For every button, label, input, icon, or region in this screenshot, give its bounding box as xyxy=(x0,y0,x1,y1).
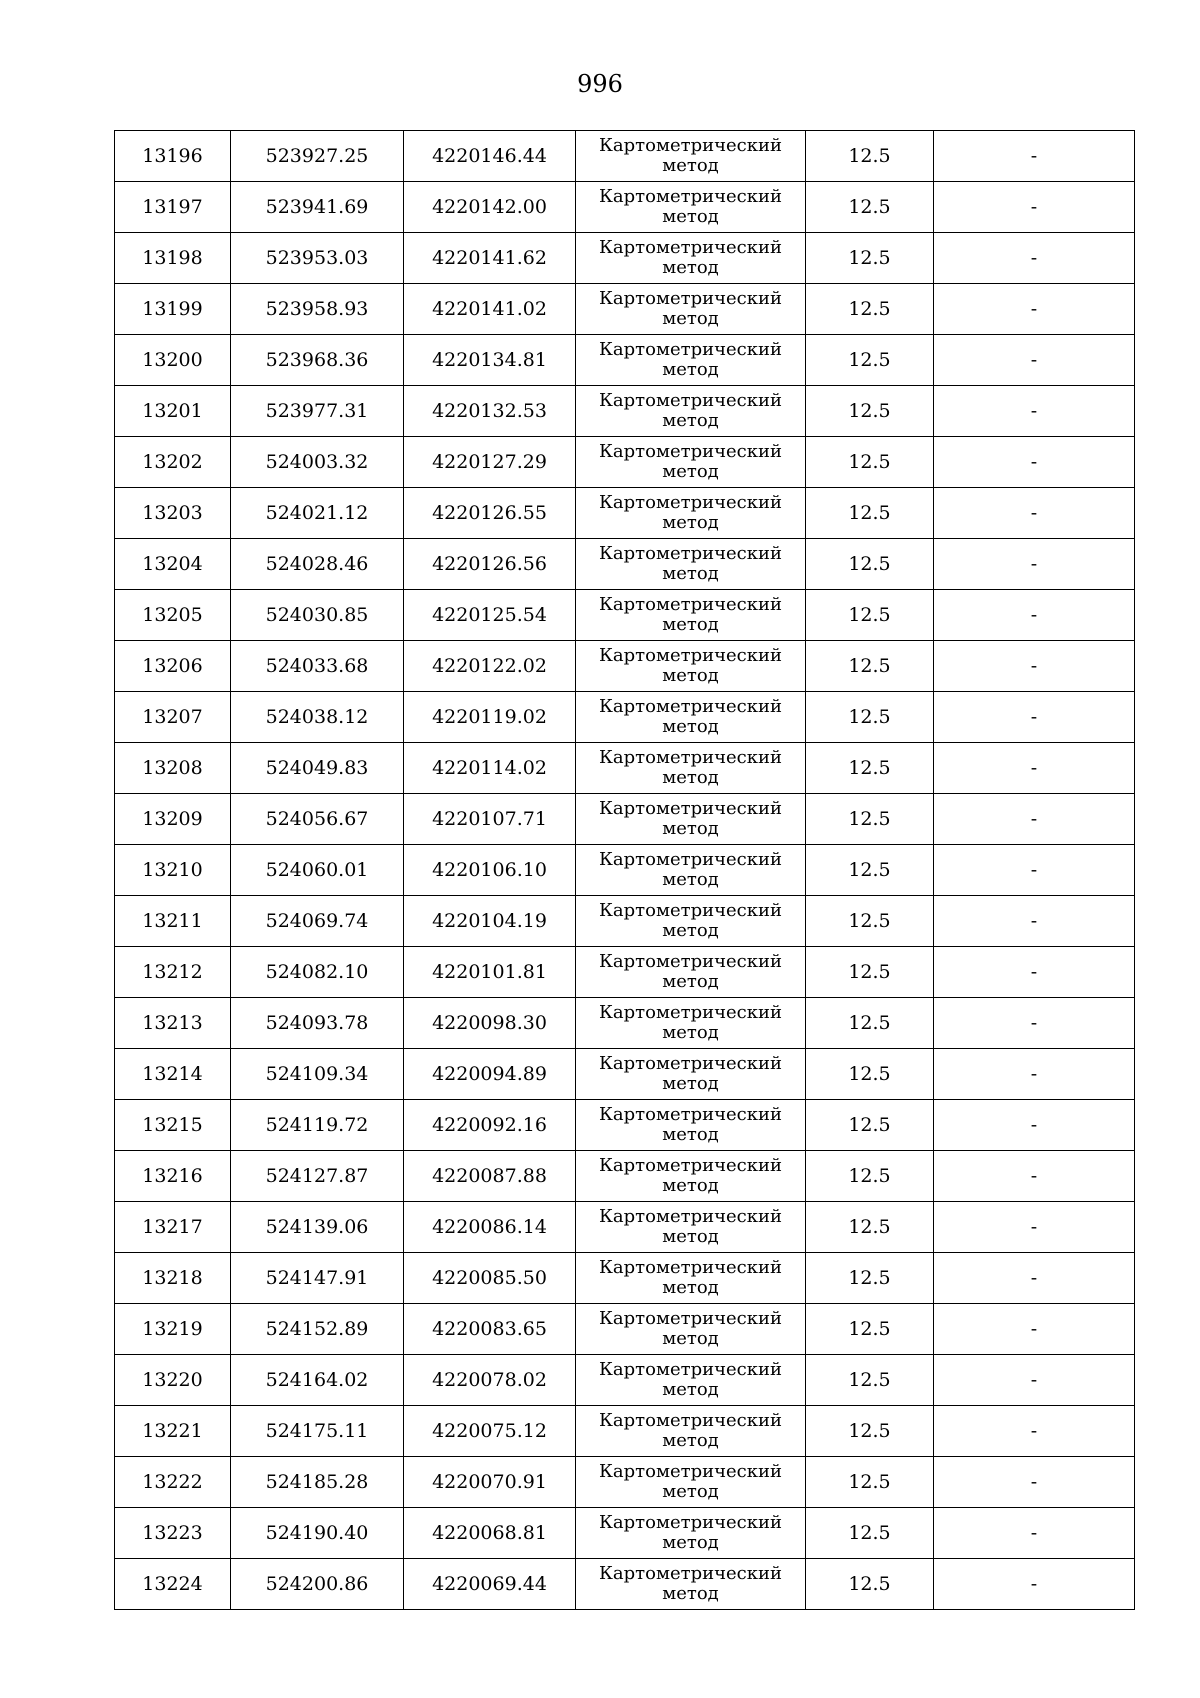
note-cell: - xyxy=(934,947,1135,998)
table-row xyxy=(115,335,1135,386)
table-row xyxy=(115,1457,1135,1508)
method-cell xyxy=(576,794,806,845)
x-coordinate-cell: 523927.25 xyxy=(231,131,404,182)
method-line-2: метод xyxy=(662,1226,719,1247)
method-line-1: Картометрический xyxy=(599,390,782,411)
x-coordinate-cell: 524164.02 xyxy=(231,1355,404,1406)
point-id-cell: 13220 xyxy=(115,1355,231,1406)
y-coordinate-cell: 4220122.02 xyxy=(404,641,576,692)
table-row xyxy=(115,743,1135,794)
note-cell: - xyxy=(934,1508,1135,1559)
method-cell xyxy=(576,1253,806,1304)
method-line-2: метод xyxy=(662,971,719,992)
x-coordinate-cell: 524185.28 xyxy=(231,1457,404,1508)
y-coordinate-cell: 4220141.02 xyxy=(404,284,576,335)
accuracy-cell: 12.5 xyxy=(806,131,934,182)
point-id-cell: 13203 xyxy=(115,488,231,539)
point-id-cell: 13202 xyxy=(115,437,231,488)
point-id-cell: 13222 xyxy=(115,1457,231,1508)
accuracy-cell: 12.5 xyxy=(806,794,934,845)
x-coordinate-cell: 524021.12 xyxy=(231,488,404,539)
note-cell: - xyxy=(934,1457,1135,1508)
y-coordinate-cell: 4220134.81 xyxy=(404,335,576,386)
x-coordinate-cell: 524003.32 xyxy=(231,437,404,488)
y-coordinate-cell: 4220146.44 xyxy=(404,131,576,182)
method-cell xyxy=(576,488,806,539)
point-id-cell: 13210 xyxy=(115,845,231,896)
table-row xyxy=(115,1100,1135,1151)
note-cell: - xyxy=(934,386,1135,437)
accuracy-cell: 12.5 xyxy=(806,1406,934,1457)
table-row xyxy=(115,386,1135,437)
method-line-1: Картометрический xyxy=(599,1461,782,1482)
accuracy-cell: 12.5 xyxy=(806,1100,934,1151)
x-coordinate-cell: 524139.06 xyxy=(231,1202,404,1253)
accuracy-cell: 12.5 xyxy=(806,1355,934,1406)
point-id-cell: 13204 xyxy=(115,539,231,590)
table-row xyxy=(115,794,1135,845)
note-cell: - xyxy=(934,488,1135,539)
method-cell xyxy=(576,1202,806,1253)
point-id-cell: 13224 xyxy=(115,1559,231,1610)
method-cell xyxy=(576,437,806,488)
point-id-cell: 13214 xyxy=(115,1049,231,1100)
y-coordinate-cell: 4220092.16 xyxy=(404,1100,576,1151)
note-cell: - xyxy=(934,131,1135,182)
table-row xyxy=(115,131,1135,182)
y-coordinate-cell: 4220069.44 xyxy=(404,1559,576,1610)
point-id-cell: 13211 xyxy=(115,896,231,947)
method-line-2: метод xyxy=(662,665,719,686)
accuracy-cell: 12.5 xyxy=(806,1508,934,1559)
point-id-cell: 13223 xyxy=(115,1508,231,1559)
table-row xyxy=(115,1304,1135,1355)
y-coordinate-cell: 4220141.62 xyxy=(404,233,576,284)
method-line-1: Картометрический xyxy=(599,441,782,462)
method-line-1: Картометрический xyxy=(599,1512,782,1533)
point-id-cell: 13196 xyxy=(115,131,231,182)
y-coordinate-cell: 4220087.88 xyxy=(404,1151,576,1202)
y-coordinate-cell: 4220132.53 xyxy=(404,386,576,437)
point-id-cell: 13216 xyxy=(115,1151,231,1202)
accuracy-cell: 12.5 xyxy=(806,1202,934,1253)
table-row xyxy=(115,1202,1135,1253)
method-line-1: Картометрический xyxy=(599,186,782,207)
point-id-cell: 13200 xyxy=(115,335,231,386)
table-row xyxy=(115,437,1135,488)
method-cell xyxy=(576,590,806,641)
method-line-2: метод xyxy=(662,920,719,941)
method-cell xyxy=(576,386,806,437)
method-line-2: метод xyxy=(662,410,719,431)
table-row xyxy=(115,590,1135,641)
note-cell: - xyxy=(934,998,1135,1049)
accuracy-cell: 12.5 xyxy=(806,998,934,1049)
method-line-1: Картометрический xyxy=(599,900,782,921)
point-id-cell: 13213 xyxy=(115,998,231,1049)
point-id-cell: 13215 xyxy=(115,1100,231,1151)
x-coordinate-cell: 524082.10 xyxy=(231,947,404,998)
method-cell xyxy=(576,1304,806,1355)
method-line-2: метод xyxy=(662,155,719,176)
method-line-1: Картометрический xyxy=(599,1257,782,1278)
table-row xyxy=(115,845,1135,896)
method-line-2: метод xyxy=(662,512,719,533)
y-coordinate-cell: 4220114.02 xyxy=(404,743,576,794)
point-id-cell: 13201 xyxy=(115,386,231,437)
method-line-2: метод xyxy=(662,1583,719,1604)
method-cell xyxy=(576,335,806,386)
method-cell xyxy=(576,539,806,590)
accuracy-cell: 12.5 xyxy=(806,182,934,233)
method-line-1: Картометрический xyxy=(599,1359,782,1380)
method-cell xyxy=(576,998,806,1049)
coordinates-table xyxy=(114,130,1135,1610)
method-line-2: метод xyxy=(662,563,719,584)
method-line-2: метод xyxy=(662,1328,719,1349)
table-row xyxy=(115,539,1135,590)
table-row xyxy=(115,284,1135,335)
method-line-1: Картометрический xyxy=(599,237,782,258)
method-line-2: метод xyxy=(662,1073,719,1094)
note-cell: - xyxy=(934,1253,1135,1304)
note-cell: - xyxy=(934,590,1135,641)
note-cell: - xyxy=(934,692,1135,743)
point-id-cell: 13221 xyxy=(115,1406,231,1457)
method-cell xyxy=(576,896,806,947)
method-cell xyxy=(576,284,806,335)
y-coordinate-cell: 4220085.50 xyxy=(404,1253,576,1304)
note-cell: - xyxy=(934,1202,1135,1253)
method-line-2: метод xyxy=(662,869,719,890)
x-coordinate-cell: 524152.89 xyxy=(231,1304,404,1355)
table-row xyxy=(115,641,1135,692)
method-line-1: Картометрический xyxy=(599,1206,782,1227)
method-line-2: метод xyxy=(662,257,719,278)
accuracy-cell: 12.5 xyxy=(806,1304,934,1355)
page-number: 996 xyxy=(577,70,623,98)
x-coordinate-cell: 524060.01 xyxy=(231,845,404,896)
x-coordinate-cell: 524109.34 xyxy=(231,1049,404,1100)
method-line-1: Картометрический xyxy=(599,951,782,972)
method-cell xyxy=(576,1457,806,1508)
note-cell: - xyxy=(934,182,1135,233)
x-coordinate-cell: 524069.74 xyxy=(231,896,404,947)
method-line-1: Картометрический xyxy=(599,1563,782,1584)
y-coordinate-cell: 4220125.54 xyxy=(404,590,576,641)
note-cell: - xyxy=(934,1406,1135,1457)
method-cell xyxy=(576,1049,806,1100)
x-coordinate-cell: 523977.31 xyxy=(231,386,404,437)
method-line-2: метод xyxy=(662,614,719,635)
accuracy-cell: 12.5 xyxy=(806,1253,934,1304)
table-row xyxy=(115,1049,1135,1100)
method-line-2: метод xyxy=(662,1124,719,1145)
y-coordinate-cell: 4220142.00 xyxy=(404,182,576,233)
method-cell xyxy=(576,233,806,284)
method-line-2: метод xyxy=(662,308,719,329)
method-line-2: метод xyxy=(662,818,719,839)
accuracy-cell: 12.5 xyxy=(806,1151,934,1202)
method-line-1: Картометрический xyxy=(599,1155,782,1176)
method-line-1: Картометрический xyxy=(599,288,782,309)
method-line-1: Картометрический xyxy=(599,543,782,564)
table-row xyxy=(115,1151,1135,1202)
note-cell: - xyxy=(934,1559,1135,1610)
accuracy-cell: 12.5 xyxy=(806,590,934,641)
y-coordinate-cell: 4220086.14 xyxy=(404,1202,576,1253)
method-cell xyxy=(576,692,806,743)
method-line-1: Картометрический xyxy=(599,135,782,156)
accuracy-cell: 12.5 xyxy=(806,743,934,794)
point-id-cell: 13217 xyxy=(115,1202,231,1253)
method-line-2: метод xyxy=(662,1379,719,1400)
table-row xyxy=(115,1253,1135,1304)
y-coordinate-cell: 4220078.02 xyxy=(404,1355,576,1406)
x-coordinate-cell: 524049.83 xyxy=(231,743,404,794)
table-row xyxy=(115,1355,1135,1406)
method-line-1: Картометрический xyxy=(599,1308,782,1329)
method-cell xyxy=(576,1100,806,1151)
method-cell xyxy=(576,1151,806,1202)
method-cell xyxy=(576,131,806,182)
method-cell xyxy=(576,1559,806,1610)
y-coordinate-cell: 4220104.19 xyxy=(404,896,576,947)
method-line-2: метод xyxy=(662,1022,719,1043)
note-cell: - xyxy=(934,1100,1135,1151)
method-line-2: метод xyxy=(662,206,719,227)
note-cell: - xyxy=(934,539,1135,590)
method-cell xyxy=(576,743,806,794)
table-row xyxy=(115,1406,1135,1457)
method-line-2: метод xyxy=(662,461,719,482)
method-cell xyxy=(576,1406,806,1457)
note-cell: - xyxy=(934,1355,1135,1406)
table-row xyxy=(115,182,1135,233)
accuracy-cell: 12.5 xyxy=(806,1049,934,1100)
note-cell: - xyxy=(934,1049,1135,1100)
accuracy-cell: 12.5 xyxy=(806,437,934,488)
x-coordinate-cell: 524127.87 xyxy=(231,1151,404,1202)
accuracy-cell: 12.5 xyxy=(806,233,934,284)
x-coordinate-cell: 524200.86 xyxy=(231,1559,404,1610)
y-coordinate-cell: 4220068.81 xyxy=(404,1508,576,1559)
y-coordinate-cell: 4220126.56 xyxy=(404,539,576,590)
table-row xyxy=(115,1559,1135,1610)
point-id-cell: 13218 xyxy=(115,1253,231,1304)
note-cell: - xyxy=(934,743,1135,794)
y-coordinate-cell: 4220070.91 xyxy=(404,1457,576,1508)
x-coordinate-cell: 524033.68 xyxy=(231,641,404,692)
coordinates-table-body xyxy=(115,131,1135,1610)
point-id-cell: 13207 xyxy=(115,692,231,743)
note-cell: - xyxy=(934,335,1135,386)
note-cell: - xyxy=(934,794,1135,845)
method-cell xyxy=(576,947,806,998)
method-cell xyxy=(576,641,806,692)
method-line-1: Картометрический xyxy=(599,747,782,768)
method-line-1: Картометрический xyxy=(599,492,782,513)
x-coordinate-cell: 523941.69 xyxy=(231,182,404,233)
x-coordinate-cell: 524175.11 xyxy=(231,1406,404,1457)
x-coordinate-cell: 524056.67 xyxy=(231,794,404,845)
point-id-cell: 13197 xyxy=(115,182,231,233)
table-row xyxy=(115,488,1135,539)
method-line-2: метод xyxy=(662,1430,719,1451)
x-coordinate-cell: 523968.36 xyxy=(231,335,404,386)
accuracy-cell: 12.5 xyxy=(806,641,934,692)
x-coordinate-cell: 524038.12 xyxy=(231,692,404,743)
method-line-1: Картометрический xyxy=(599,696,782,717)
method-line-2: метод xyxy=(662,716,719,737)
method-line-1: Картометрический xyxy=(599,594,782,615)
y-coordinate-cell: 4220098.30 xyxy=(404,998,576,1049)
y-coordinate-cell: 4220083.65 xyxy=(404,1304,576,1355)
note-cell: - xyxy=(934,437,1135,488)
accuracy-cell: 12.5 xyxy=(806,284,934,335)
x-coordinate-cell: 523958.93 xyxy=(231,284,404,335)
accuracy-cell: 12.5 xyxy=(806,947,934,998)
y-coordinate-cell: 4220094.89 xyxy=(404,1049,576,1100)
method-line-2: метод xyxy=(662,1175,719,1196)
accuracy-cell: 12.5 xyxy=(806,692,934,743)
note-cell: - xyxy=(934,1304,1135,1355)
method-line-2: метод xyxy=(662,767,719,788)
table-row xyxy=(115,692,1135,743)
table-row xyxy=(115,896,1135,947)
x-coordinate-cell: 524190.40 xyxy=(231,1508,404,1559)
method-line-2: метод xyxy=(662,359,719,380)
method-cell xyxy=(576,182,806,233)
point-id-cell: 13219 xyxy=(115,1304,231,1355)
y-coordinate-cell: 4220127.29 xyxy=(404,437,576,488)
table-row xyxy=(115,998,1135,1049)
x-coordinate-cell: 524028.46 xyxy=(231,539,404,590)
y-coordinate-cell: 4220119.02 xyxy=(404,692,576,743)
x-coordinate-cell: 523953.03 xyxy=(231,233,404,284)
point-id-cell: 13208 xyxy=(115,743,231,794)
y-coordinate-cell: 4220126.55 xyxy=(404,488,576,539)
x-coordinate-cell: 524093.78 xyxy=(231,998,404,1049)
y-coordinate-cell: 4220101.81 xyxy=(404,947,576,998)
method-line-1: Картометрический xyxy=(599,798,782,819)
method-line-2: метод xyxy=(662,1277,719,1298)
y-coordinate-cell: 4220107.71 xyxy=(404,794,576,845)
note-cell: - xyxy=(934,896,1135,947)
x-coordinate-cell: 524147.91 xyxy=(231,1253,404,1304)
method-line-1: Картометрический xyxy=(599,645,782,666)
accuracy-cell: 12.5 xyxy=(806,845,934,896)
method-line-1: Картометрический xyxy=(599,1410,782,1431)
y-coordinate-cell: 4220075.12 xyxy=(404,1406,576,1457)
note-cell: - xyxy=(934,233,1135,284)
point-id-cell: 13199 xyxy=(115,284,231,335)
accuracy-cell: 12.5 xyxy=(806,335,934,386)
note-cell: - xyxy=(934,1151,1135,1202)
method-cell xyxy=(576,845,806,896)
method-line-1: Картометрический xyxy=(599,1002,782,1023)
table-row xyxy=(115,233,1135,284)
note-cell: - xyxy=(934,284,1135,335)
point-id-cell: 13198 xyxy=(115,233,231,284)
method-cell xyxy=(576,1508,806,1559)
accuracy-cell: 12.5 xyxy=(806,896,934,947)
table-row xyxy=(115,1508,1135,1559)
accuracy-cell: 12.5 xyxy=(806,488,934,539)
y-coordinate-cell: 4220106.10 xyxy=(404,845,576,896)
note-cell: - xyxy=(934,845,1135,896)
accuracy-cell: 12.5 xyxy=(806,539,934,590)
point-id-cell: 13205 xyxy=(115,590,231,641)
accuracy-cell: 12.5 xyxy=(806,1559,934,1610)
x-coordinate-cell: 524030.85 xyxy=(231,590,404,641)
x-coordinate-cell: 524119.72 xyxy=(231,1100,404,1151)
method-line-1: Картометрический xyxy=(599,1053,782,1074)
accuracy-cell: 12.5 xyxy=(806,1457,934,1508)
note-cell: - xyxy=(934,641,1135,692)
accuracy-cell: 12.5 xyxy=(806,386,934,437)
method-line-1: Картометрический xyxy=(599,1104,782,1125)
method-line-2: метод xyxy=(662,1481,719,1502)
method-cell xyxy=(576,1355,806,1406)
point-id-cell: 13209 xyxy=(115,794,231,845)
table-row xyxy=(115,947,1135,998)
method-line-2: метод xyxy=(662,1532,719,1553)
method-line-1: Картометрический xyxy=(599,849,782,870)
method-line-1: Картометрический xyxy=(599,339,782,360)
point-id-cell: 13212 xyxy=(115,947,231,998)
point-id-cell: 13206 xyxy=(115,641,231,692)
